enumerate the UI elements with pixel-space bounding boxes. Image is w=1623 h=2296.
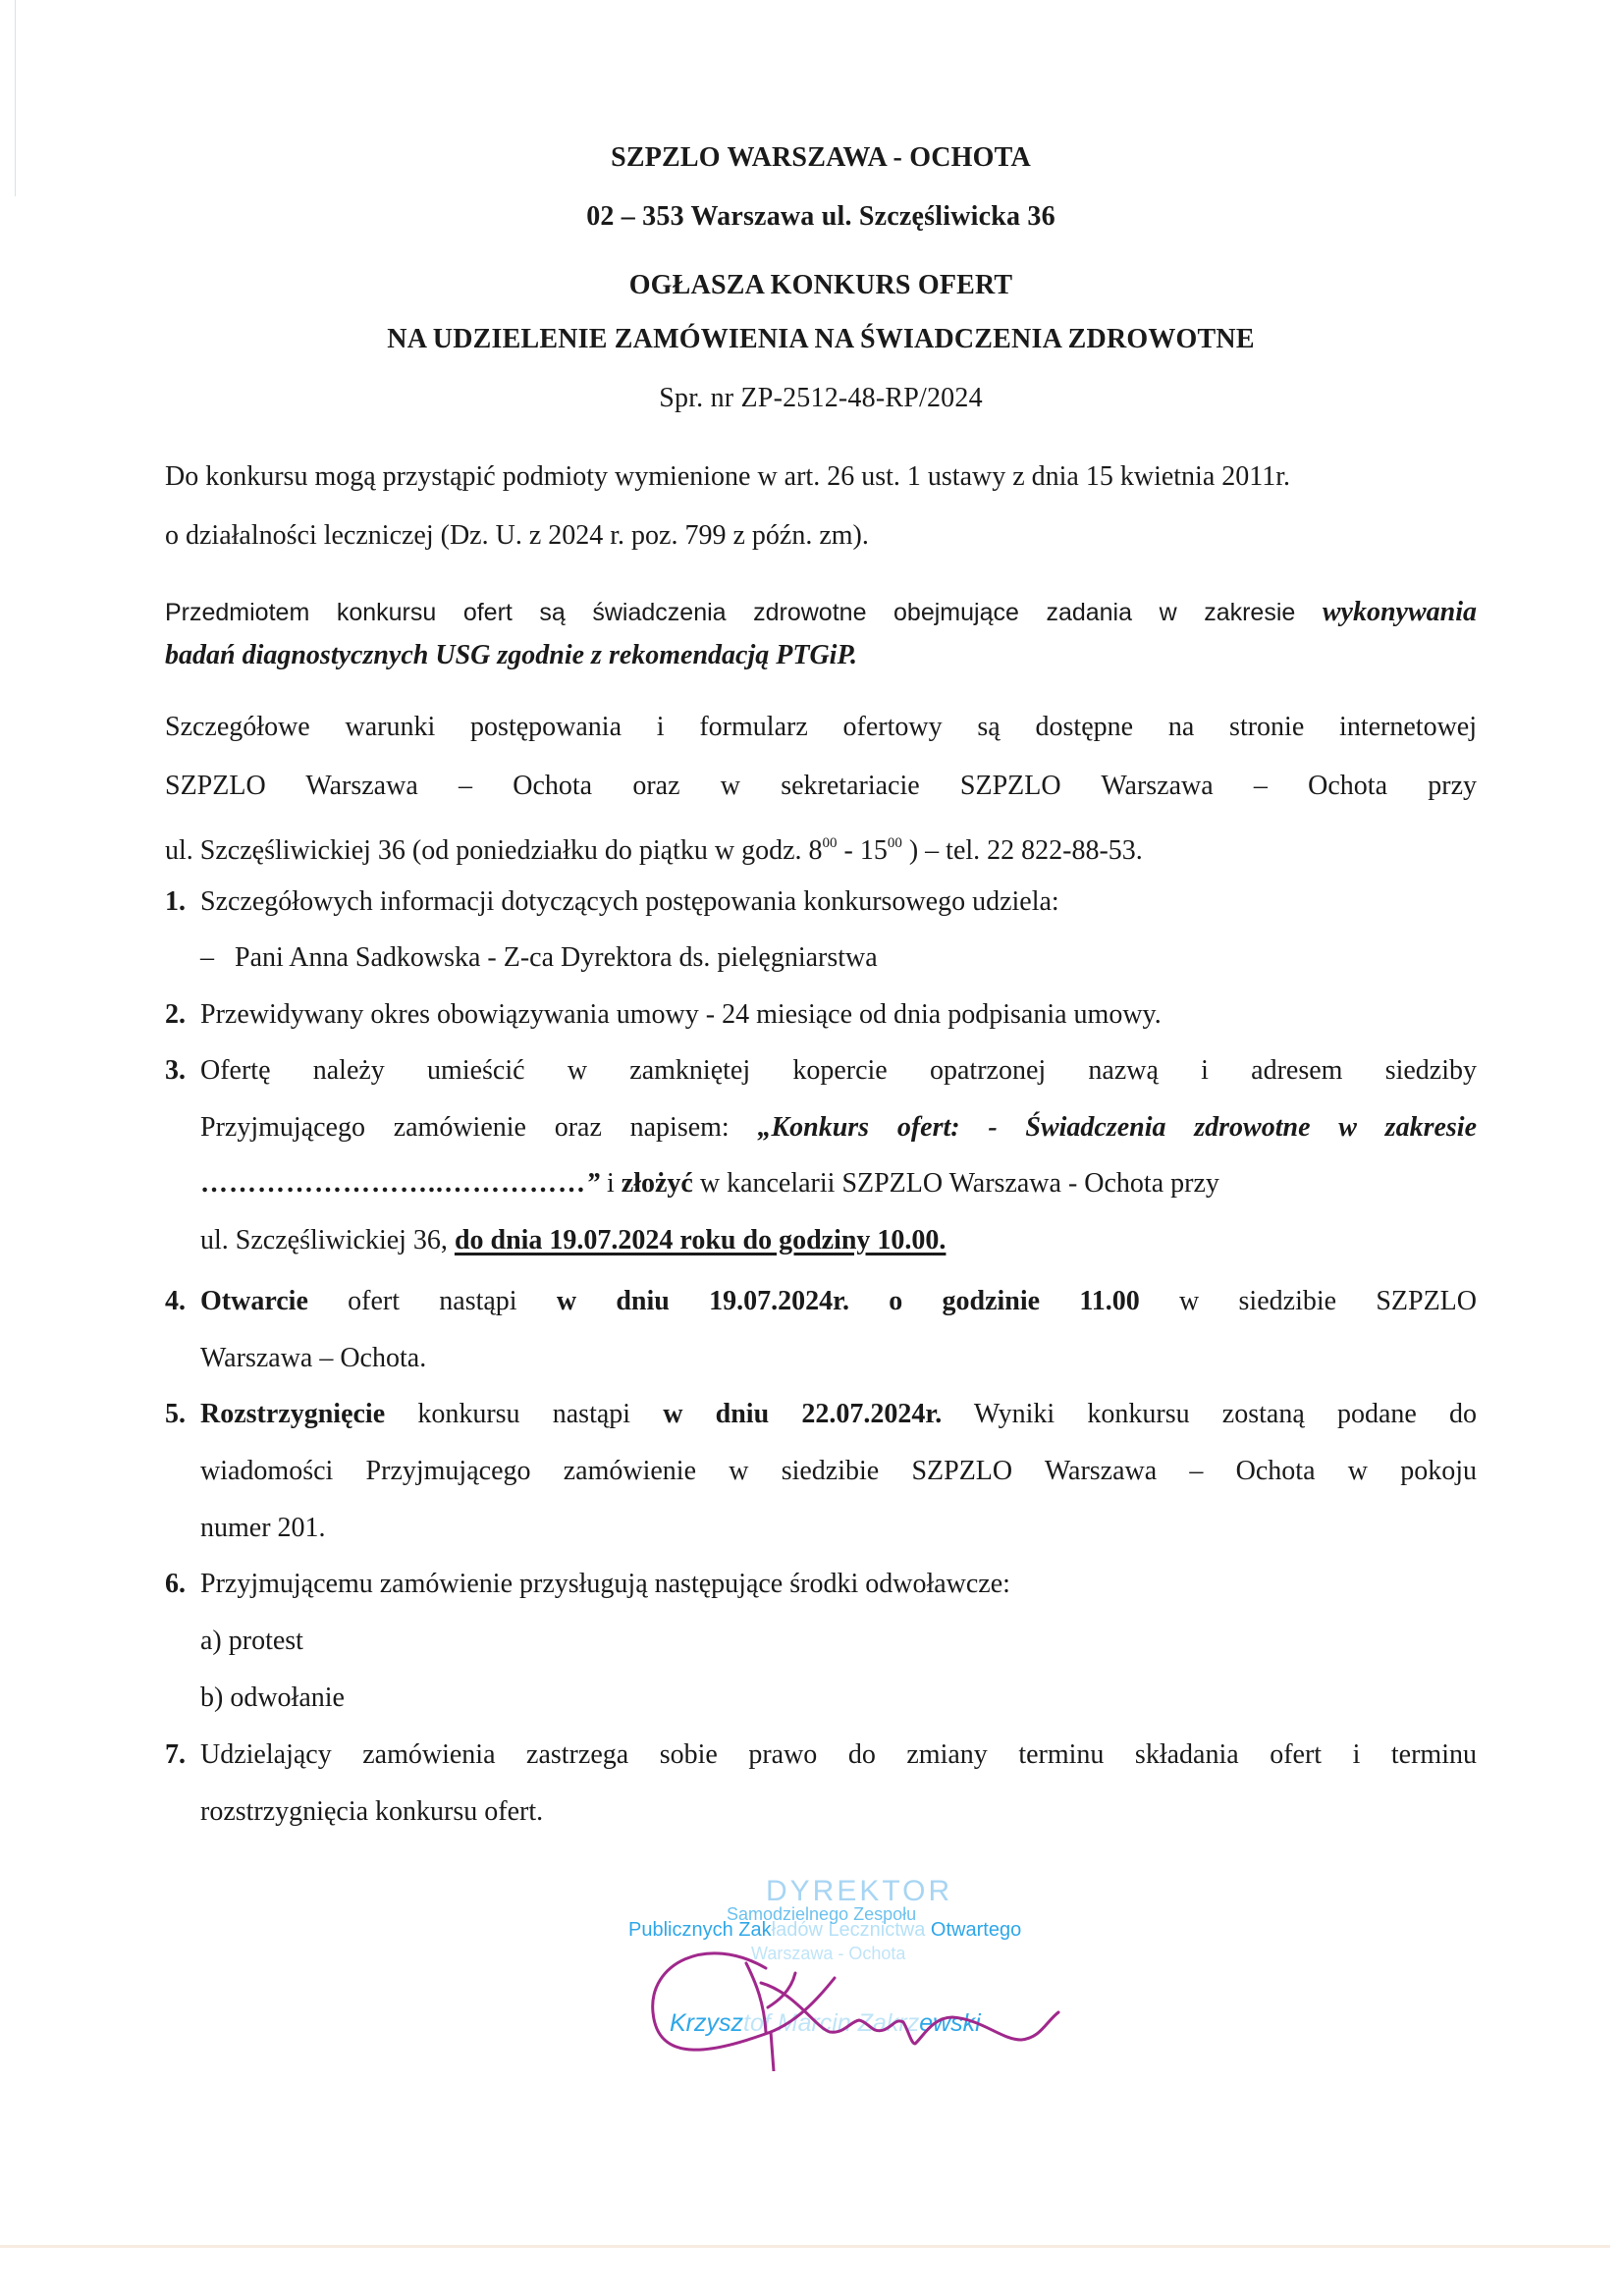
- intro-line-1: Do konkursu mogą przystąpić podmioty wymienione w art. 26 ust. 1 ustawy z dnia 15 kwietnia 2011r.: [165, 461, 1291, 492]
- organization-name: SZPZLO WARSZAWA - OCHOTA: [611, 142, 1031, 173]
- envelope-label-text: „Konkurs ofert: - Świadczenia zdrowotne w zakresie: [757, 1112, 1477, 1143]
- announcement-subtitle: NA UDZIELENIE ZAMÓWIENIA NA ŚWIADCZENIA ZDROWOTNE: [387, 324, 1255, 354]
- list-item-5-line-2: wiadomości Przyjmującego zamówienie w siedzibie SZPZLO Warszawa – Ochota w pokoju: [200, 1456, 1477, 1486]
- stamp-line-1: Samodzielnego Zespołu: [727, 1904, 917, 1924]
- list-item-1-contact: – Pani Anna Sadkowska - Z-ca Dyrektora ds. pielęgniarstwa: [200, 942, 878, 973]
- list-item-4: 4. Otwarcie ofert nastąpi w dniu 19.07.2024r. o godzinie 11.00 w siedzibie SZPZLO: [165, 1286, 1477, 1316]
- scan-edge-mark: [0, 2245, 1610, 2248]
- list-item-5: 5. Rozstrzygnięcie konkursu nastąpi w dniu 22.07.2024r. Wyniki konkursu zostaną podane do: [165, 1399, 1478, 1429]
- list-item-7: 7. Udzielający zamówienia zastrzega sobie prawo do zmiany terminu składania ofert i terminu: [165, 1739, 1477, 1770]
- intro-line-2: o działalności leczniczej (Dz. U. z 2024 r. poz. 799 z późn. zm).: [165, 520, 869, 551]
- list-item-7-line-2: rozstrzygnięcia konkursu ofert.: [200, 1796, 544, 1827]
- case-number: Spr. nr ZP-2512-48-RP/2024: [659, 383, 983, 413]
- item-number: 7.: [165, 1739, 186, 1770]
- list-item-4-line-2: Warszawa – Ochota.: [200, 1343, 427, 1373]
- list-item-3: 3. Ofertę należy umieścić w zamkniętej kopercie opatrzonej nazwą i adresem siedziby: [165, 1055, 1477, 1086]
- subject-emphasis: wykonywania: [1322, 597, 1477, 627]
- conditions-line-3: ul. Szczęśliwickiej 36 (od poniedziałku do piątku w godz. $8^{00} - 15^{00}$ ) – tel. 22 822-88-53.: [165, 835, 1143, 866]
- item-number: 2.: [165, 999, 186, 1030]
- list-item-5-line-3: numer 201.: [200, 1513, 326, 1543]
- stamp-title: DYREKTOR: [766, 1875, 953, 1907]
- scan-edge-mark: [15, 0, 16, 196]
- handwritten-signature-icon: [648, 1924, 1060, 2071]
- hour-from-superscript: 00: [822, 835, 838, 851]
- list-item-2: 2. Przewidywany okres obowiązywania umowy - 24 miesiące od dnia podpisania umowy.: [165, 999, 1162, 1030]
- stamp-signatory-name: Krzysztof Marcin Zakrzewski: [670, 2009, 981, 2037]
- stamp-line-3: Warszawa - Ochota: [751, 1944, 906, 1963]
- appeal-option-a: a) protest: [200, 1626, 303, 1656]
- list-item-3-line-2: Przyjmującego zamówienie oraz napisem: „Konkurs ofert: - Świadczenia zdrowotne w zakresie: [200, 1112, 1477, 1143]
- subject-line-1: [165, 597, 1477, 628]
- announcement-title: OGŁASZA KONKURS OFERT: [628, 270, 1013, 300]
- item-number: 6.: [165, 1569, 186, 1599]
- item-number: 3.: [165, 1055, 186, 1086]
- list-item-1: 1. Szczegółowych informacji dotyczących postępowania konkursowego udziela:: [165, 886, 1059, 917]
- item-number: 5.: [165, 1399, 186, 1429]
- conditions-line-1: Szczegółowe warunki postępowania i formularz ofertowy są dostępne na stronie internetowej: [165, 712, 1477, 742]
- hour-to-superscript: 00: [887, 835, 902, 851]
- opening-date: w dniu 19.07.2024r. o godzinie 11.00: [556, 1286, 1140, 1316]
- item-number: 4.: [165, 1286, 186, 1316]
- submission-deadline: do dnia 19.07.2024 roku do godziny 10.00.: [454, 1225, 947, 1255]
- list-item-6: 6. Przyjmującemu zamówienie przysługują następujące środki odwoławcze:: [165, 1569, 1010, 1599]
- list-item-3-line-3: ……………………..……………” i złożyć w kancelarii SZPZLO Warszawa - Ochota przy: [200, 1168, 1219, 1199]
- item-number: 1.: [165, 886, 186, 917]
- organization-address: 02 – 353 Warszawa ul. Szczęśliwicka 36: [586, 201, 1055, 232]
- appeal-option-b: b) odwołanie: [200, 1682, 345, 1713]
- stamp-line-2: Publicznych Zakładów Lecznictwa Otwartego: [628, 1919, 1022, 1941]
- dash-bullet: –: [200, 942, 214, 973]
- subject-text: Przedmiotem konkursu ofert są świadczenia zdrowotne obejmujące zadania w zakresie: [165, 599, 1323, 626]
- list-item-3-line-4: ul. Szczęśliwickiej 36, do dnia 19.07.2024 roku do godziny 10.00.: [200, 1225, 947, 1255]
- dotted-placeholder: ……………………..……………: [200, 1168, 586, 1199]
- resolution-date: w dniu 22.07.2024r.: [663, 1399, 943, 1429]
- conditions-line-2: SZPZLO Warszawa – Ochota oraz w sekretariacie SZPZLO Warszawa – Ochota przy: [165, 771, 1477, 801]
- subject-line-2: badań diagnostycznych USG zgodnie z rekomendacją PTGiP.: [165, 640, 857, 670]
